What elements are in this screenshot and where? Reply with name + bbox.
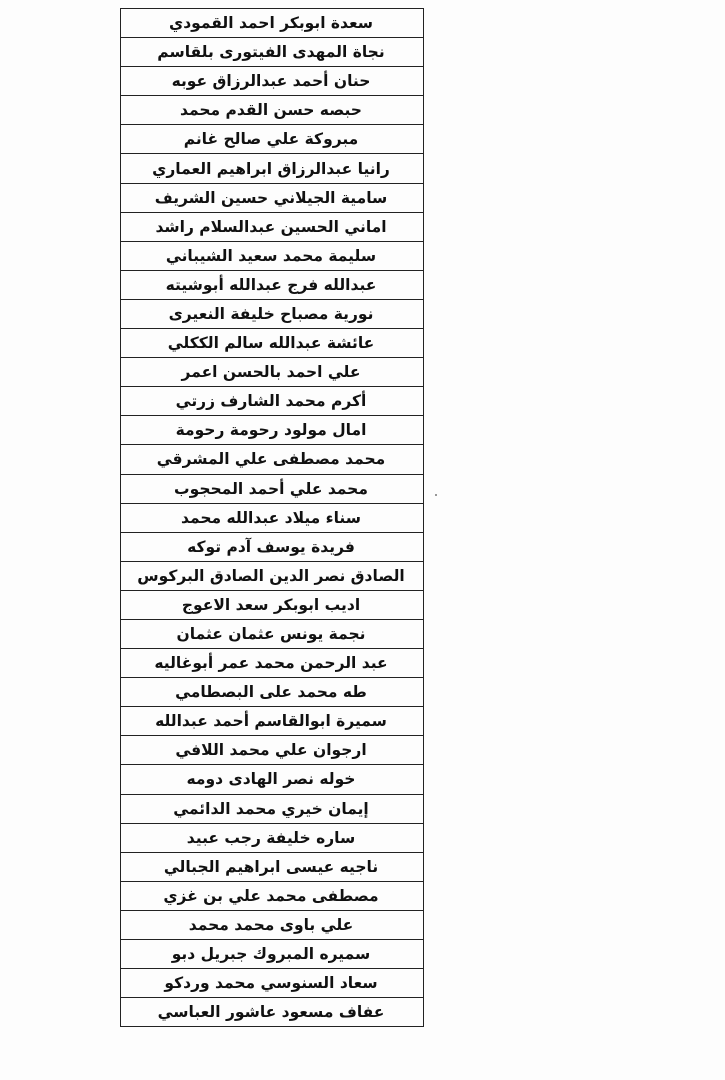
table-row bbox=[121, 561, 424, 590]
table-row bbox=[121, 241, 424, 270]
table-row bbox=[121, 736, 424, 765]
table-row bbox=[121, 270, 424, 299]
name-cell: مبروكة علي صالح غانم bbox=[121, 125, 424, 154]
table-row bbox=[121, 823, 424, 852]
table-row bbox=[121, 125, 424, 154]
names-table bbox=[120, 8, 424, 1027]
table-row bbox=[121, 590, 424, 619]
table-row bbox=[121, 96, 424, 125]
name-cell: مصطفى محمد علي بن غزي bbox=[121, 881, 424, 910]
table-row bbox=[121, 998, 424, 1027]
scan-speck bbox=[435, 494, 437, 496]
name-cell: رانيا عبدالرزاق ابراهيم العماري bbox=[121, 154, 424, 183]
table-row bbox=[121, 910, 424, 939]
name-cell: سامية الجيلاني حسين الشريف bbox=[121, 183, 424, 212]
name-cell: اماني الحسين عبدالسلام راشد bbox=[121, 212, 424, 241]
name-cell: سميرة ابوالقاسم أحمد عبدالله bbox=[121, 707, 424, 736]
name-cell: سليمة محمد سعيد الشيباني bbox=[121, 241, 424, 270]
name-cell: ارجوان علي محمد اللافي bbox=[121, 736, 424, 765]
name-cell: امال مولود رحومة رحومة bbox=[121, 416, 424, 445]
table-row bbox=[121, 387, 424, 416]
table-row bbox=[121, 416, 424, 445]
name-cell: فريدة يوسف آدم توكه bbox=[121, 532, 424, 561]
table-row bbox=[121, 212, 424, 241]
table-row bbox=[121, 852, 424, 881]
table-row bbox=[121, 358, 424, 387]
name-cell: محمد مصطفى علي المشرقي bbox=[121, 445, 424, 474]
name-cell: عبد الرحمن محمد عمر أبوغاليه bbox=[121, 649, 424, 678]
name-cell: الصادق نصر الدين الصادق البركوس bbox=[121, 561, 424, 590]
name-cell: عائشة عبدالله سالم الككلي bbox=[121, 329, 424, 358]
name-cell: عبدالله فرج عبدالله أبوشيته bbox=[121, 270, 424, 299]
table-row bbox=[121, 38, 424, 67]
name-cell: سناء ميلاد عبدالله محمد bbox=[121, 503, 424, 532]
table-row bbox=[121, 707, 424, 736]
name-cell: سعاد السنوسي محمد وردكو bbox=[121, 969, 424, 998]
table-row bbox=[121, 881, 424, 910]
name-cell: عفاف مسعود عاشور العباسي bbox=[121, 998, 424, 1027]
name-cell: علي احمد بالحسن اعمر bbox=[121, 358, 424, 387]
name-cell: نجاة المهدى الفيتورى بلقاسم bbox=[121, 38, 424, 67]
name-cell: حبصه حسن القدم محمد bbox=[121, 96, 424, 125]
table-row bbox=[121, 329, 424, 358]
table-row bbox=[121, 183, 424, 212]
name-cell: خوله نصر الهادى دومه bbox=[121, 765, 424, 794]
name-cell: أكرم محمد الشارف زرتي bbox=[121, 387, 424, 416]
name-cell: حنان أحمد عبدالرزاق عوبه bbox=[121, 67, 424, 96]
name-cell: علي باوى محمد محمد bbox=[121, 910, 424, 939]
table-row bbox=[121, 299, 424, 328]
name-cell: سعدة ابوبكر احمد القمودي bbox=[121, 9, 424, 38]
table-row bbox=[121, 503, 424, 532]
name-cell: سميره المبروك جبريل دبو bbox=[121, 940, 424, 969]
table-row bbox=[121, 67, 424, 96]
table-row bbox=[121, 649, 424, 678]
table-row bbox=[121, 969, 424, 998]
name-cell: طه محمد على البصطامي bbox=[121, 678, 424, 707]
table-row bbox=[121, 445, 424, 474]
names-table-body bbox=[121, 9, 424, 1027]
name-cell: إيمان خيري محمد الدائمي bbox=[121, 794, 424, 823]
name-cell: نورية مصباح خليفة النعيرى bbox=[121, 299, 424, 328]
table-row bbox=[121, 940, 424, 969]
name-cell: محمد علي أحمد المحجوب bbox=[121, 474, 424, 503]
table-row bbox=[121, 678, 424, 707]
name-cell: ساره خليفة رجب عبيد bbox=[121, 823, 424, 852]
table-row bbox=[121, 9, 424, 38]
name-cell: اديب ابوبكر سعد الاعوج bbox=[121, 590, 424, 619]
table-row bbox=[121, 619, 424, 648]
table-row bbox=[121, 474, 424, 503]
table-row bbox=[121, 532, 424, 561]
table-row bbox=[121, 154, 424, 183]
name-cell: نجمة يونس عثمان عثمان bbox=[121, 619, 424, 648]
name-cell: ناجيه عيسى ابراهيم الجبالي bbox=[121, 852, 424, 881]
table-row bbox=[121, 794, 424, 823]
table-row bbox=[121, 765, 424, 794]
